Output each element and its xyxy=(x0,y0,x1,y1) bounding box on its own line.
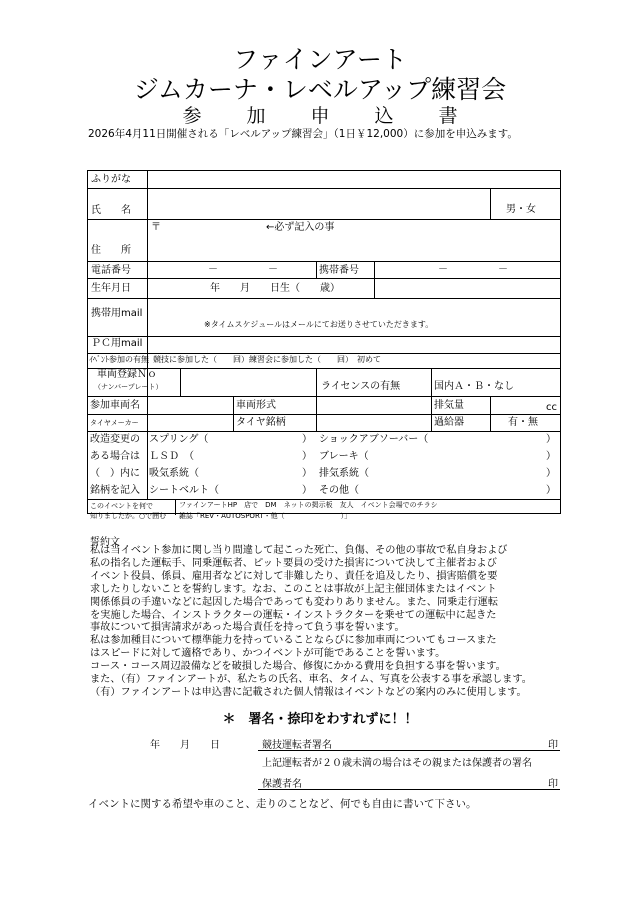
title-line-2: ジムカーナ・レベルアップ練習会 xyxy=(133,75,507,104)
tire-brand-label: タイヤ銘柄 xyxy=(236,417,286,428)
mod-shock: ショックアブソーバー（ xyxy=(319,434,429,445)
close-paren: ） xyxy=(302,434,312,445)
application-form-table xyxy=(87,170,561,520)
mod-other: その他（ xyxy=(319,485,359,496)
close-paren: ） xyxy=(302,468,312,479)
how-question-1: このイベントを何で xyxy=(90,502,153,510)
row-divider xyxy=(88,499,560,500)
mod-label: 改造変更の xyxy=(90,434,140,445)
row-divider xyxy=(88,353,560,354)
col-divider xyxy=(316,368,317,396)
oath-line: （有）ファインアートは申込書に記載された個人情報はイベントなどの案内のみに使用します。 xyxy=(90,686,527,698)
mod-brake: ブレーキ（ xyxy=(319,451,369,462)
cc-unit: cc xyxy=(546,402,557,413)
mobile-label: 携帯番号 xyxy=(319,265,359,276)
title-line-1: ファインアート xyxy=(233,45,407,74)
phone-input[interactable]: － － xyxy=(208,264,278,275)
title-char: 書 xyxy=(438,105,458,127)
seal-mark: 印 xyxy=(548,740,558,751)
oath-text xyxy=(90,545,580,700)
pc-mail-label: ＰＣ用mail xyxy=(91,338,143,349)
birth-input[interactable]: 年 月 日生（ 歳） xyxy=(210,283,340,294)
col-divider xyxy=(374,278,375,298)
oath-line: また、（有）ファインアートが、私たちの氏名、車名、タイム、写真を公表する事を承認します。 xyxy=(90,674,532,686)
guardian-label: 保護者名 xyxy=(262,779,302,790)
phone-label: 電話番号 xyxy=(91,265,131,276)
col-divider xyxy=(316,261,317,278)
address-label: 住 所 xyxy=(91,245,131,256)
how-answers-1[interactable]: ファインアートHP 店で DM ネットの掲示板 友人 イベント会場でのチラシ xyxy=(179,501,438,509)
supercharger-options[interactable]: 有・無 xyxy=(508,417,538,428)
displacement-label: 排気量 xyxy=(434,400,464,411)
oath-line: 関係係員の手違いなどに起因した場合であっても変わりありません。また、同乗走行運転 xyxy=(90,596,499,608)
intro-text: 2026年4月11日開催される「レベルアップ練習会」（1日￥12,000）に参加を申込みます。 xyxy=(88,128,518,140)
how-answers-2[interactable]: 雑誌「REV・AUTOSPORT・他（ ）」 xyxy=(179,512,352,520)
mod-intake: 吸気系統（ xyxy=(149,468,199,479)
row-divider xyxy=(88,336,560,337)
mobile-mail-label: 携帯用mail xyxy=(91,308,143,319)
col-divider xyxy=(490,396,491,431)
tire-maker-label: タイヤメーカー xyxy=(90,419,139,427)
oath-line: 私は参加種目について標準能力を持っていることならびに参加車両についてもコースまた xyxy=(90,635,497,647)
oath-line: コース・コース周辺設備などを破損した場合、修復にかかる費用を負担する事を誓います。 xyxy=(90,661,506,673)
close-paren: ） xyxy=(302,485,312,496)
oath-line: 事故について損害請求があった場合責任を持って負う事を誓います。 xyxy=(90,622,405,634)
close-paren: ） xyxy=(546,468,556,479)
mod-lsd: ＬＳＤ （ xyxy=(149,451,194,462)
guardian-signature-line[interactable] xyxy=(258,789,560,790)
how-question-2: 知りましたか。○で囲む xyxy=(90,512,167,520)
col-divider xyxy=(374,261,375,278)
col-divider xyxy=(316,396,317,431)
close-paren: ） xyxy=(546,485,556,496)
mod-label: （ ）内に xyxy=(90,468,140,479)
col-divider xyxy=(147,171,148,499)
postal-mark: 〒 xyxy=(151,222,161,233)
oath-title: 誓約文 xyxy=(90,537,120,548)
oath-line: 私の指名した運転手、同乗運転者、ピット要員の受けた損害について決して主催者および xyxy=(90,557,497,569)
birth-label: 生年月日 xyxy=(91,283,131,294)
col-divider xyxy=(431,396,432,431)
event-history-options[interactable]: 競技に参加した（ 回）練習会に参加した（ 回） 初めて xyxy=(153,355,381,364)
row-divider xyxy=(88,298,560,299)
furigana-label: ふりがな xyxy=(91,174,131,185)
car-name-label: 参加車両名 xyxy=(90,400,140,411)
title-char: 参 xyxy=(182,105,202,127)
seal-mark-2: 印 xyxy=(548,779,558,790)
row-divider xyxy=(88,219,560,220)
gender-options[interactable]: 男・女 xyxy=(506,204,536,215)
mobile-input[interactable]: － － xyxy=(438,264,508,275)
event-history-label: ｲﾍﾞﾝﾄ参加の有無 xyxy=(89,355,149,364)
close-paren: ） xyxy=(302,451,312,462)
title-char: 申 xyxy=(310,105,330,127)
row-divider xyxy=(88,431,560,432)
row-divider xyxy=(88,261,560,262)
title-char: 込 xyxy=(374,105,394,127)
oath-line: 求したりしないことを誓約します。なお、このことは事故が上記主催団体またはイベント xyxy=(90,583,497,595)
oath-line: はスピードに対して適格であり、かつイベントが可能であることを誓います。 xyxy=(90,648,446,660)
mod-spring: スプリング（ xyxy=(149,434,209,445)
required-note: ←必ず記入の事 xyxy=(266,222,335,233)
driver-signature-label: 競技運転者署名 xyxy=(262,740,332,751)
mod-label: ある場合は xyxy=(90,451,140,462)
row-divider xyxy=(88,368,560,369)
schedule-note: ※タイムスケジュールはメールにてお送りさせていただきます。 xyxy=(204,320,434,329)
col-divider xyxy=(431,368,432,396)
footer-note: イベントに関する希望や車のこと、走りのことなど、何でも自由に書いて下さい。 xyxy=(88,798,477,810)
col-divider xyxy=(180,368,181,396)
license-options[interactable]: 国内Ａ・Ｂ・なし xyxy=(434,381,514,392)
car-reg-label: 車両登録Ｎｏ xyxy=(97,369,157,380)
car-model-label: 車両形式 xyxy=(236,400,276,411)
signature-date[interactable]: 年 月 日 xyxy=(150,740,220,751)
title-line-3 xyxy=(0,101,640,128)
close-paren: ） xyxy=(546,434,556,445)
close-paren: ） xyxy=(546,451,556,462)
supercharger-label: 過給器 xyxy=(434,417,464,428)
title-char: 加 xyxy=(246,105,266,127)
number-plate-label: （ナンバープレート） xyxy=(94,383,163,391)
mod-seatbelt: シートベルト（ xyxy=(149,485,219,496)
driver-signature-line[interactable] xyxy=(258,750,560,751)
col-divider xyxy=(175,499,176,515)
col-divider xyxy=(233,396,234,431)
col-divider xyxy=(490,188,491,219)
oath-line: イベント役員、係員、雇用者などに対して非難したり、責任を追及したり、損害賠償を要 xyxy=(90,570,498,582)
minor-note: 上記運転者が２０歳未満の場合はその親または保護者の署名 xyxy=(262,758,532,769)
oath-line: を実施した場合、インストラクターの運転・インストラクターを乗せての運転中に起きた xyxy=(90,609,497,621)
mod-label: 銘柄を記入 xyxy=(90,485,140,496)
license-label: ライセンスの有無 xyxy=(321,381,401,392)
name-label: 氏 名 xyxy=(91,205,131,216)
signature-reminder: ＊ 署名・捺印をわすれずに！！ xyxy=(222,712,418,727)
mod-exhaust: 排気系統（ xyxy=(319,468,369,479)
row-divider xyxy=(88,278,560,279)
oath-line: 私は当イベント参加に関し当り間違して起こった死亡、負傷、その他の事故で私自身および xyxy=(90,545,508,556)
